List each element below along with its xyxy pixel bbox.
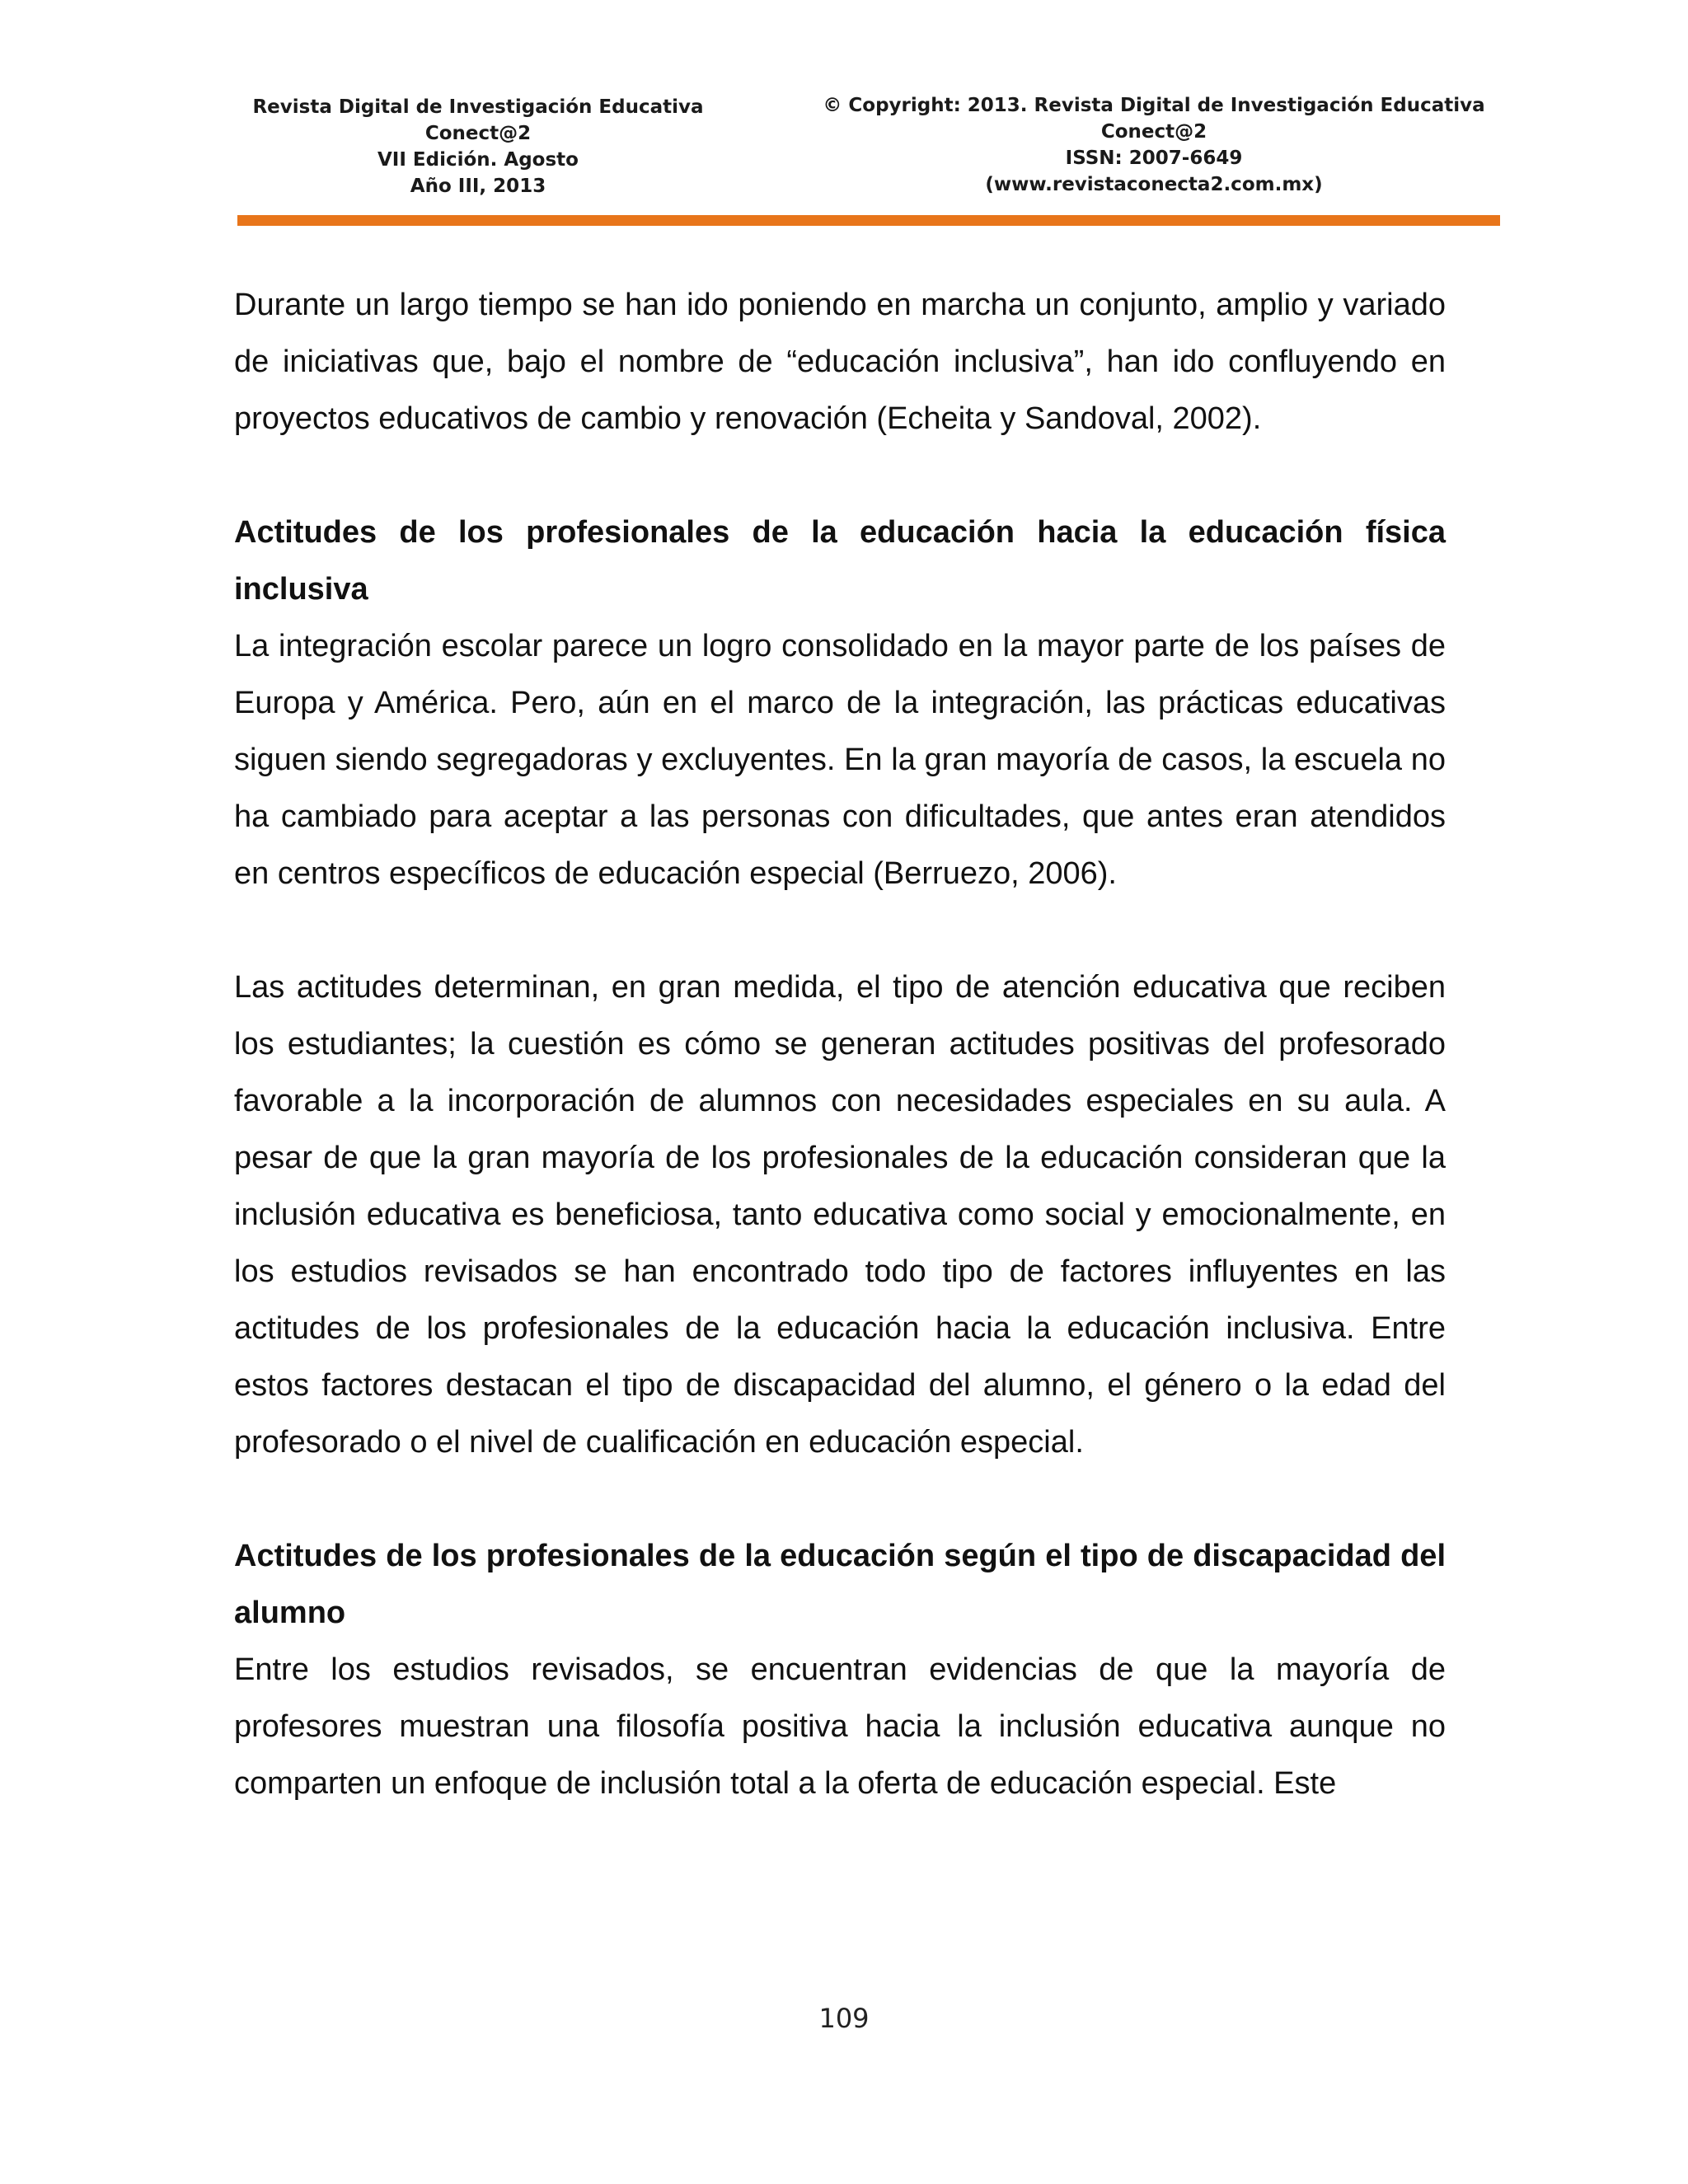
journal-name: Conect@2 bbox=[424, 123, 532, 144]
page-number: 109 bbox=[818, 2003, 870, 2034]
edition-label: VII Edición. Agosto bbox=[377, 149, 579, 171]
section-heading-inclusive-pe: Actitudes de los profesionales de la educación hacia la educación física inclusiva bbox=[234, 515, 1446, 607]
paragraph-intro: Durante un largo tiempo se han ido poniendo en marcha un conjunto, amplio y variado de iniciativas que, bajo el nombre de “educación inclusiva”, han ido confluyendo en proyectos educativos de cambio y renovación (Echeita y Sandoval, 2002). bbox=[234, 288, 1446, 436]
copyright-label: © Copyright: 2013. Revista Digital de Investigación Educativa bbox=[823, 95, 1485, 116]
journal-name-right: Conect@2 bbox=[1100, 121, 1207, 143]
header-divider bbox=[237, 215, 1500, 226]
paragraph-attitudes: Las actitudes determinan, en gran medida, el tipo de atención educativa que reciben los estudiantes; la cuestión es cómo se generan actitudes positivas del profesorado favorable a la incorporación de alumnos con necesidades especiales en su aula. A pesar de que la gran mayoría de los profesionales de la educación consideran que la inclusión educativa es beneficiosa, tanto educativa como social y emocionalmente, en los estudios revisados se han encontrado todo tipo de factores influyentes en las actitudes de los profesionales de la educación hacia la educación inclusiva. Entre estos factores destacan el tipo de discapacidad del alumno, el género o la edad del profesorado o el nivel de cualificación en educación especial. bbox=[234, 970, 1446, 1460]
paragraph-studies: Entre los estudios revisados, se encuentran evidencias de que la mayoría de profesores muestran una filosofía positiva hacia la inclusión educativa aunque no comparten un enfoque de inclusión total a la oferta de educación especial. Este bbox=[234, 1652, 1446, 1801]
article-body bbox=[234, 277, 1446, 1812]
journal-title: Revista Digital de Investigación Educativa bbox=[252, 96, 704, 118]
journal-header-right bbox=[816, 92, 1492, 198]
year-label: Año III, 2013 bbox=[410, 176, 546, 197]
website-label: (www.revistaconecta2.com.mx) bbox=[985, 174, 1323, 195]
section-heading-disability-type: Actitudes de los profesionales de la educación según el tipo de discapacidad del alumno bbox=[234, 1539, 1446, 1630]
paragraph-integration: La integración escolar parece un logro consolidado en la mayor parte de los países de Europa y América. Pero, aún en el marco de la integración, las prácticas educativas siguen siendo segregadoras y excluyentes. En la gran mayoría de casos, la escuela no ha cambiado para aceptar a las personas con dificultades, que antes eran atendidos en centros específicos de educación especial (Berruezo, 2006). bbox=[234, 629, 1446, 891]
journal-header-left bbox=[247, 94, 709, 199]
issn-label: ISSN: 2007-6649 bbox=[1065, 148, 1243, 169]
